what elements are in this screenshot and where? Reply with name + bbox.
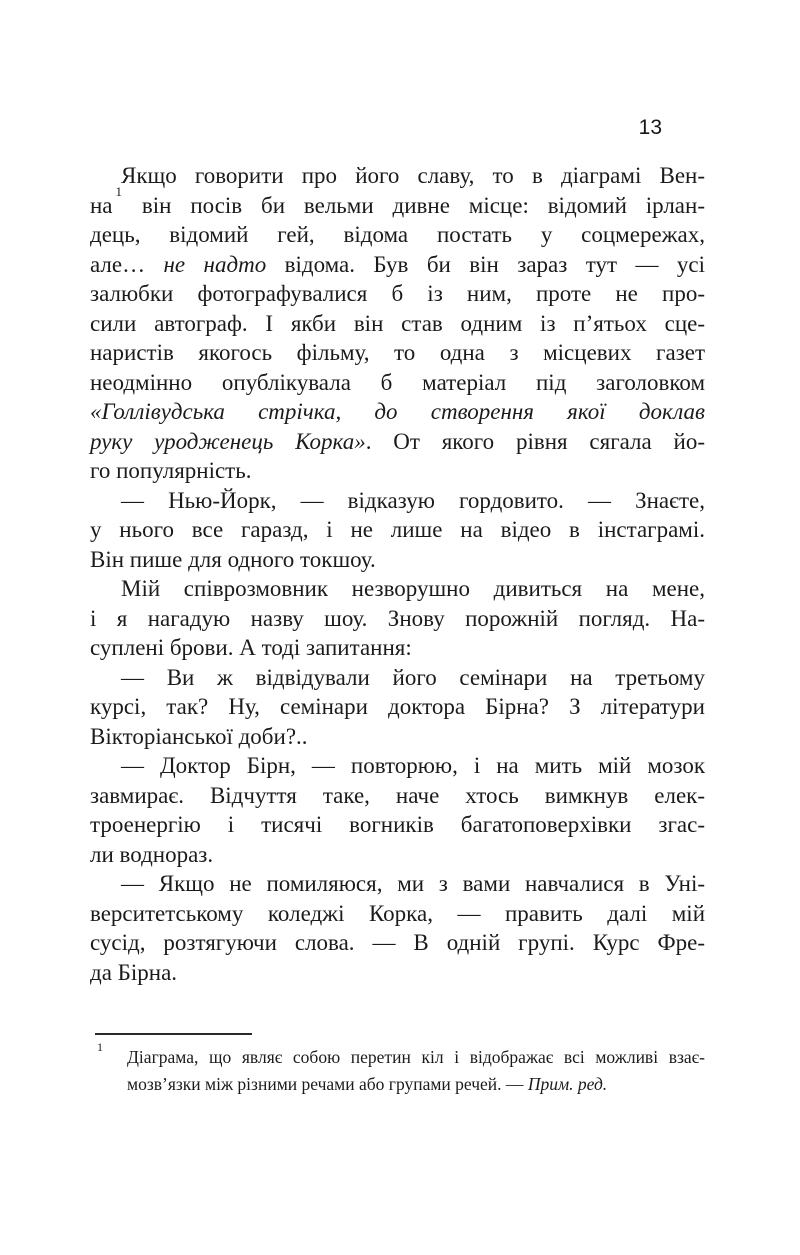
text-segment: на (90, 192, 113, 218)
text-line (90, 279, 705, 309)
italic-text: руку уродженець Корка» (90, 428, 366, 454)
paragraph (90, 663, 705, 752)
paragraph (90, 161, 705, 486)
text-line (90, 899, 705, 929)
text-segment: троенергію і тисячі вогників багатоповерхівки згас- (90, 812, 705, 837)
text-line (90, 220, 705, 250)
text-line (90, 309, 705, 339)
text-line (90, 183, 705, 221)
text-line (90, 781, 705, 811)
paragraph (90, 751, 705, 869)
text-segment: . От якого рівня сягала йо- (365, 428, 706, 454)
text-segment: суплені брови. А тоді запитання: (90, 635, 412, 660)
italic-text: «Голлівудська стрічка, до створення якої доклав (90, 399, 705, 424)
text-segment: курсі, так? Ну, семінари доктора Бірна? З літератури (90, 694, 705, 719)
text-line (127, 1071, 705, 1098)
text-line (90, 545, 705, 575)
text-line (90, 368, 705, 398)
text-segment: Мій співрозмовник незворушно дивиться на мене, (121, 576, 705, 601)
text-segment: — Доктор Бірн, — повторюю, і на мить мій мозок (121, 753, 705, 778)
text-line (90, 604, 705, 634)
italic-text: не надто (163, 251, 267, 277)
text-segment: — Нью-Йорк, — відказую гордовито. — Знаєте, (121, 487, 705, 513)
body-text (90, 161, 705, 987)
text-segment: Вікторіанської доби?.. (90, 723, 308, 749)
text-line (90, 161, 705, 191)
footnote (90, 1033, 705, 1098)
text-line (90, 810, 705, 840)
text-segment: він посів би вельми дивне місце: відомий ірлан- (123, 192, 705, 218)
text-line (90, 338, 705, 368)
text-line (90, 456, 705, 486)
text-line (90, 515, 705, 545)
text-segment: сили автограф. І якби він став одним із п’ятьох сце- (90, 310, 705, 336)
text-segment: да Бірна. (90, 959, 178, 985)
text-segment: мозв’язки між різними речами або групами речей. — (127, 1074, 528, 1094)
text-segment: Діаграма, що являє собою перетин кіл і відображає всі можливі взає- (127, 1047, 705, 1067)
text-segment: — Якщо не помиляюся, ми з вами навчалися в Уні- (121, 871, 705, 896)
text-segment: але… (90, 251, 164, 277)
text-segment: ли воднораз. (90, 841, 214, 867)
text-segment: і я нагадую назву шоу. Знову порожній погляд. На- (90, 605, 705, 631)
page-number: 13 (638, 116, 662, 139)
text-segment: неодмінно опублікувала б матеріал під заголовком (90, 369, 705, 395)
footnote-marker: 1 (97, 1040, 103, 1054)
text-line (90, 869, 705, 899)
footnote-ref: 1 (115, 183, 123, 199)
text-segment: дець, відомий гей, відома постать у соцмережах, (90, 222, 705, 247)
text-line (90, 663, 705, 693)
text-segment: у нього все гаразд, і не лише на відео в інстаграмі. (90, 517, 705, 542)
text-line (90, 928, 705, 958)
paragraph (90, 486, 705, 575)
text-line (90, 958, 705, 988)
text-segment: Він пише для одного токшоу. (90, 546, 376, 572)
paragraph (90, 869, 705, 987)
footnote-text (90, 1040, 705, 1098)
text-segment: го популярність. (90, 458, 252, 483)
text-line (90, 751, 705, 781)
text-line (90, 427, 705, 457)
text-segment: — Ви ж відвідували його семінари на третьому (121, 664, 705, 690)
text-line (90, 722, 705, 752)
paragraph (90, 574, 705, 663)
text-segment: наристів якогось фільму, то одна з місцевих газет (90, 340, 705, 365)
text-line (90, 840, 705, 870)
text-line (90, 486, 705, 516)
italic-text: Прим. ред. (527, 1074, 608, 1094)
text-line (90, 633, 705, 663)
text-line (90, 397, 705, 427)
footnote-rule (95, 1033, 252, 1035)
text-segment: відома. Був би він зараз тут — усі (266, 251, 705, 277)
text-line (90, 574, 705, 604)
text-line (127, 1044, 705, 1071)
text-segment: залюбки фотографувалися б із ним, проте не про- (90, 281, 705, 306)
text-segment: Якщо говорити про його славу, то в діаграмі Вен- (121, 163, 705, 188)
text-line (90, 692, 705, 722)
text-segment: завмирає. Відчуття таке, наче хтось вимкнув елек- (90, 782, 705, 808)
text-segment: верситетському коледжі Корка, — править далі мій (90, 900, 705, 926)
text-line (90, 250, 705, 280)
text-segment: сусід, розтягуючи слова. — В одній групі. Курс Фре- (90, 930, 705, 955)
